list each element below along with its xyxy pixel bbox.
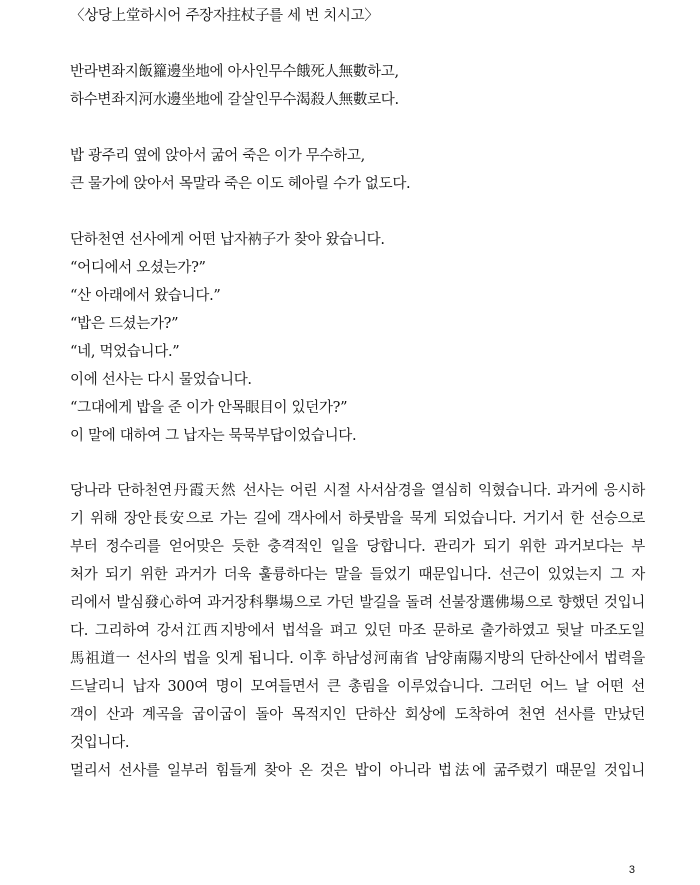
dialogue-line-8: 이 말에 대하여 그 납자는 묵묵부답이었습니다. [70,428,357,444]
verse-line-2: 하수변좌지河水邊坐地에 갈살인무수渴殺人無數로다. [70,92,399,108]
dialogue-line-1: 단하천연 선사에게 어떤 납자衲子가 찾아 왔습니다. [70,232,385,248]
verse-line-1: 반라변좌지飯籮邊坐地에 아사인무수餓死人無數하고, [70,64,399,80]
verse-translation-line-2: 큰 물가에 앉아서 목말라 죽은 이도 헤아릴 수가 없도다. [70,176,411,192]
body-line-5: 리에서 발심發心하여 과거장科擧場으로 가던 발길을 돌려 선불장選佛場으로 향했던 것입니 [70,595,645,611]
body-line-6: 다. 그리하여 강서江西지방에서 법석을 펴고 있던 마조 문하로 출가하였고 뒷날 마조도일 [70,623,645,639]
verse-translation-line-1: 밥 광주리 옆에 앉아서 굶어 죽은 이가 무수하고, [70,148,365,164]
dialogue-line-4: “밥은 드셨는가?” [70,316,179,332]
body-line-9: 객이 산과 계곡을 굽이굽이 돌아 목적지인 단하산 회상에 도착하여 천연 선사를 만났던 [70,707,645,723]
body-line-2: 기 위해 장안長安으로 가는 길에 객사에서 하룻밤을 묵게 되었습니다. 거기서 한 선승으로 [70,511,645,527]
page-number: 3 [628,864,635,876]
body-line-3: 부터 정수리를 얻어맞은 듯한 충격적인 일을 당합니다. 관리가 되기 위한 과거보다는 부 [70,539,645,555]
dialogue-line-7: “그대에게 밥을 준 이가 안목眼目이 있던가?” [70,400,348,416]
dialogue-line-5: “네, 먹었습니다.” [70,344,180,360]
dialogue-line-3: “산 아래에서 왔습니다.” [70,288,221,304]
body-line-8: 드날리니 납자 300여 명이 모여들면서 큰 총림을 이루었습니다. 그러던 어느 날 어떤 선 [70,679,645,695]
dialogue-line-6: 이에 선사는 다시 물었습니다. [70,372,252,388]
dharma-talk-header: 〈상당上堂하시어 주장자拄杖子를 세 번 치시고〉 [70,8,379,24]
body-line-4: 처가 되기 위한 과거가 더욱 훌륭하다는 말을 들었기 때문입니다. 선근이 있었는지 그 자 [70,567,645,583]
body-line-7: 馬祖道一 선사의 법을 잇게 됩니다. 이후 하남성河南省 남양南陽지방의 단하산에서 법력을 [70,651,645,667]
body-line-10: 것입니다. [70,735,130,751]
body-line-1: 당나라 단하천연丹霞天然 선사는 어린 시절 사서삼경을 열심히 익혔습니다. 과거에 응시하 [70,483,645,499]
closing-line: 멀리서 선사를 일부러 힘들게 찾아 온 것은 밥이 아니라 법法에 굶주렸기 때문일 것입니 [70,763,645,779]
dialogue-line-2: “어디에서 오셨는가?” [70,260,206,276]
